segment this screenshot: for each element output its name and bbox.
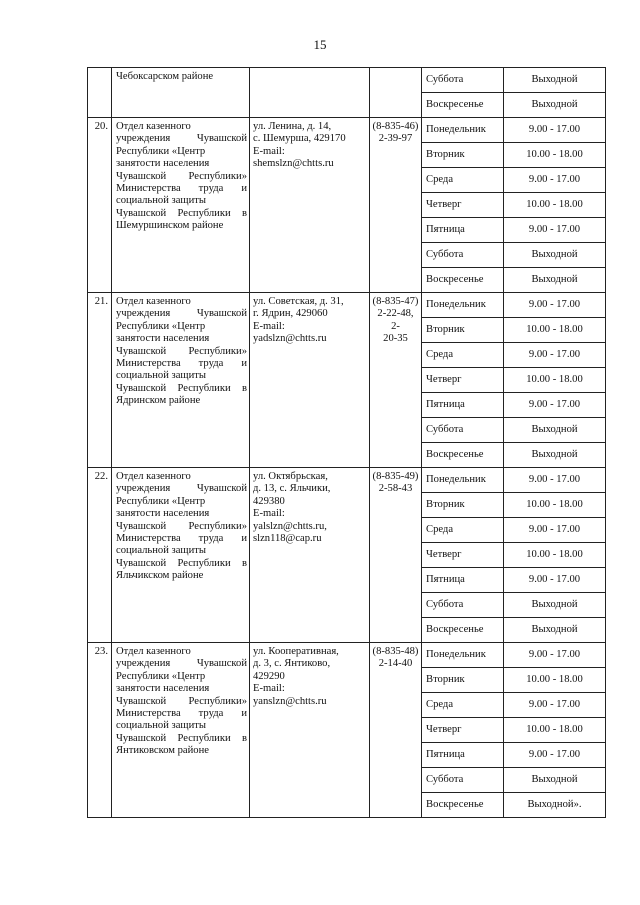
hours-cell: 9.00 - 17.00 — [504, 168, 606, 193]
organization-line: социальной защиты — [116, 545, 206, 557]
address-line: yalslzn@chtts.ru, — [253, 520, 327, 532]
hours-cell: 9.00 - 17.00 — [504, 393, 606, 418]
organization-line: Республики «Центр — [116, 320, 206, 332]
organization-cell — [112, 468, 250, 643]
weekday-cell: Понедельник — [422, 468, 504, 493]
phone-line: 2-14-40 — [378, 658, 413, 670]
address-line: E-mail: — [253, 320, 285, 332]
organization-cell — [112, 293, 250, 468]
weekday-cell: Четверг — [422, 368, 504, 393]
hours-cell: 10.00 - 18.00 — [504, 143, 606, 168]
weekday-cell: Пятница — [422, 393, 504, 418]
hours-cell: Выходной — [504, 443, 606, 468]
address-line: slzn118@cap.ru — [253, 533, 322, 545]
hours-cell: 9.00 - 17.00 — [504, 468, 606, 493]
hours-cell: Выходной — [504, 243, 606, 268]
phone-line: 2-22-48, 2- — [377, 308, 414, 332]
phone-line: 2-39-97 — [378, 133, 413, 145]
weekday-cell: Четверг — [422, 543, 504, 568]
address-line: ул. Октябрьская, — [253, 471, 328, 482]
address-line: E-mail: — [253, 145, 285, 157]
organization-line: занятости населения — [116, 683, 210, 695]
hours-cell: 10.00 - 18.00 — [504, 543, 606, 568]
weekday-cell: Суббота — [422, 418, 504, 443]
organization-line: Шемуршинском районе — [116, 220, 224, 232]
weekday-cell: Пятница — [422, 218, 504, 243]
table-row — [88, 68, 606, 93]
phone-line: (8-835-47) — [372, 296, 419, 307]
organization-line: Яльчикском районе — [116, 570, 204, 582]
organization-line: занятости населения — [116, 508, 210, 520]
organization-line: Отдел казенного — [116, 296, 191, 307]
hours-cell: 10.00 - 18.00 — [504, 668, 606, 693]
organization-line: учреждения Чувашской — [116, 133, 247, 145]
entry-number-cell — [88, 68, 112, 118]
organization-line: Республики «Центр — [116, 495, 206, 507]
address-line: с. Шемурша, 429170 — [253, 133, 346, 145]
organization-line: Министерства труда и — [116, 533, 247, 545]
entry-number-cell: 21. — [88, 293, 112, 468]
address-cell — [250, 118, 370, 293]
weekday-cell: Понедельник — [422, 643, 504, 668]
hours-cell: 9.00 - 17.00 — [504, 643, 606, 668]
organization-line: Чебоксарском районе — [116, 71, 214, 82]
weekday-cell: Суббота — [422, 768, 504, 793]
organization-line: учреждения Чувашской — [116, 483, 247, 495]
address-line: ул. Советская, д. 31, — [253, 296, 344, 307]
table-row — [88, 118, 606, 143]
phone-cell — [370, 468, 422, 643]
hours-cell: 9.00 - 17.00 — [504, 293, 606, 318]
hours-cell: 10.00 - 18.00 — [504, 368, 606, 393]
organization-cell — [112, 118, 250, 293]
weekday-cell: Четверг — [422, 193, 504, 218]
page-number: 15 — [313, 37, 327, 52]
hours-cell: 10.00 - 18.00 — [504, 493, 606, 518]
address-line: yanslzn@chtts.ru — [253, 695, 327, 707]
weekday-cell: Воскресенье — [422, 93, 504, 118]
weekday-cell: Вторник — [422, 318, 504, 343]
hours-cell: 10.00 - 18.00 — [504, 718, 606, 743]
organization-line: занятости населения — [116, 158, 210, 170]
hours-cell: Выходной — [504, 93, 606, 118]
organization-cell — [112, 643, 250, 818]
organization-line: Чувашской Республики» — [116, 345, 247, 357]
phone-cell — [370, 118, 422, 293]
organization-line: Ядринском районе — [116, 395, 201, 407]
hours-cell: 10.00 - 18.00 — [504, 318, 606, 343]
hours-cell: 9.00 - 17.00 — [504, 218, 606, 243]
address-line: ул. Кооперативная, — [253, 646, 339, 657]
offices-schedule-table — [87, 67, 606, 818]
weekday-cell: Среда — [422, 518, 504, 543]
phone-line: (8-835-49) — [372, 471, 419, 482]
weekday-cell: Вторник — [422, 668, 504, 693]
organization-line: Чувашской Республики в — [116, 732, 247, 744]
hours-cell: 9.00 - 17.00 — [504, 518, 606, 543]
weekday-cell: Понедельник — [422, 118, 504, 143]
entry-number-cell: 20. — [88, 118, 112, 293]
organization-line: Янтиковском районе — [116, 745, 209, 757]
address-line: 429380 — [253, 495, 285, 507]
organization-line: Республики «Центр — [116, 145, 206, 157]
address-cell — [250, 68, 370, 118]
organization-line: Министерства труда и — [116, 358, 247, 370]
phone-line: 2-58-43 — [378, 483, 413, 495]
address-line: E-mail: — [253, 508, 285, 520]
organization-line: социальной защиты — [116, 370, 206, 382]
hours-cell: 9.00 - 17.00 — [504, 118, 606, 143]
organization-line: Чувашской Республики» — [116, 520, 247, 532]
organization-line: Чувашской Республики в — [116, 207, 247, 219]
weekday-cell: Суббота — [422, 243, 504, 268]
hours-cell: Выходной — [504, 68, 606, 93]
organization-line: Чувашской Республики» — [116, 170, 247, 182]
organization-line: занятости населения — [116, 333, 210, 345]
organization-line: Чувашской Республики» — [116, 695, 247, 707]
phone-line: (8-835-46) — [372, 121, 419, 132]
hours-cell: Выходной — [504, 418, 606, 443]
organization-line: учреждения Чувашской — [116, 308, 247, 320]
phone-line: 20-35 — [383, 333, 408, 345]
table-row — [88, 293, 606, 318]
weekday-cell: Вторник — [422, 143, 504, 168]
organization-line: Отдел казенного — [116, 471, 191, 482]
hours-cell: 10.00 - 18.00 — [504, 193, 606, 218]
weekday-cell: Суббота — [422, 68, 504, 93]
address-line: д. 13, с. Яльчики, — [253, 483, 331, 495]
hours-cell: Выходной». — [504, 793, 606, 818]
hours-cell: 9.00 - 17.00 — [504, 743, 606, 768]
entry-number-cell: 22. — [88, 468, 112, 643]
phone-cell — [370, 293, 422, 468]
phone-cell — [370, 643, 422, 818]
table-row — [88, 643, 606, 668]
weekday-cell: Воскресенье — [422, 618, 504, 643]
hours-cell: Выходной — [504, 618, 606, 643]
organization-line: Министерства труда и — [116, 708, 247, 720]
hours-cell: Выходной — [504, 268, 606, 293]
organization-line: социальной защиты — [116, 720, 206, 732]
weekday-cell: Воскресенье — [422, 268, 504, 293]
weekday-cell: Пятница — [422, 568, 504, 593]
hours-cell: Выходной — [504, 593, 606, 618]
weekday-cell: Среда — [422, 693, 504, 718]
address-cell — [250, 293, 370, 468]
organization-line: Отдел казенного — [116, 121, 191, 132]
address-line: 429290 — [253, 670, 285, 682]
organization-line: Республики «Центр — [116, 670, 206, 682]
hours-cell: 9.00 - 17.00 — [504, 568, 606, 593]
organization-line: социальной защиты — [116, 195, 206, 207]
weekday-cell: Вторник — [422, 493, 504, 518]
address-cell — [250, 468, 370, 643]
organization-line: Министерства труда и — [116, 183, 247, 195]
weekday-cell: Среда — [422, 168, 504, 193]
weekday-cell: Суббота — [422, 593, 504, 618]
address-line: yadslzn@chtts.ru — [253, 333, 327, 345]
address-line: ул. Ленина, д. 14, — [253, 121, 332, 132]
address-line: shemslzn@chtts.ru — [253, 158, 334, 170]
address-line: д. 3, с. Янтиково, — [253, 658, 331, 670]
weekday-cell: Воскресенье — [422, 443, 504, 468]
organization-line: Чувашской Республики в — [116, 557, 247, 569]
hours-cell: 9.00 - 17.00 — [504, 343, 606, 368]
entry-number-cell: 23. — [88, 643, 112, 818]
organization-line: Отдел казенного — [116, 646, 191, 657]
address-line: г. Ядрин, 429060 — [253, 308, 328, 320]
organization-line: учреждения Чувашской — [116, 658, 247, 670]
phone-line: (8-835-48) — [372, 646, 419, 657]
hours-cell: Выходной — [504, 768, 606, 793]
weekday-cell: Понедельник — [422, 293, 504, 318]
hours-cell: 9.00 - 17.00 — [504, 693, 606, 718]
organization-cell — [112, 68, 250, 118]
phone-cell — [370, 68, 422, 118]
weekday-cell: Пятница — [422, 743, 504, 768]
weekday-cell: Среда — [422, 343, 504, 368]
address-cell — [250, 643, 370, 818]
address-line: E-mail: — [253, 683, 285, 695]
weekday-cell: Воскресенье — [422, 793, 504, 818]
organization-line: Чувашской Республики в — [116, 382, 247, 394]
weekday-cell: Четверг — [422, 718, 504, 743]
table-row — [88, 468, 606, 493]
